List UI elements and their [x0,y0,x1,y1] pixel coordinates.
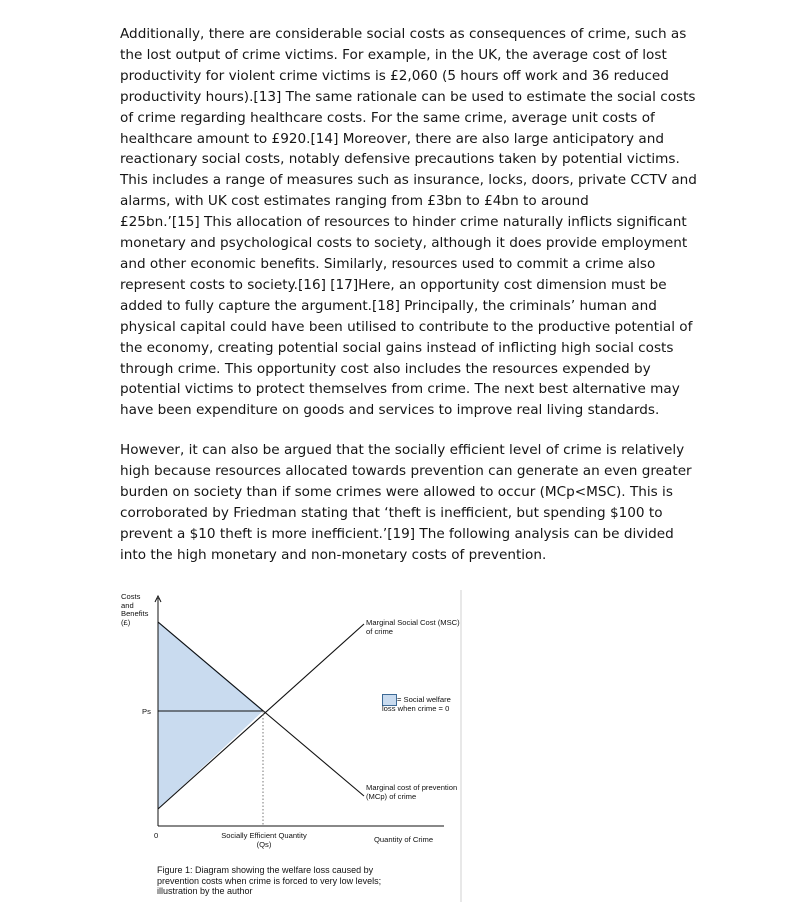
text-line: reactionary social costs, notably defensive precautions taken by potential victims. [120,151,680,168]
paragraph-social-costs [120,24,697,421]
text-line: physical capital could have been utilised to contribute to the productive potential of [120,318,693,335]
text-line: through crime. This opportunity cost also includes the resources expended by [120,360,651,377]
text-line: corroborated by Friedman stating that ‘theft is inefficient, but spending $100 to [120,504,663,521]
price-label: Ps [142,707,151,716]
text-line: alarms, with UK cost estimates ranging from £3bn to £4bn to around [120,193,589,210]
text-line: of crime regarding healthcare costs. For the same crime, average unit costs of [120,109,655,126]
text-line: £25bn.’[15] This allocation of resources to hinder crime naturally inflicts significant [120,214,687,231]
legend-label [382,696,451,713]
quantity-label-line: Socially Efficient Quantity [221,831,307,840]
text-line: potential victims to protect themselves from crime. The next best alternative may [120,381,680,398]
diagram-graphics [112,590,464,902]
msc-label-line: Marginal Social Cost (MSC) [366,618,460,627]
text-line: prevent a $10 theft is more inefficient.’[19] The following analysis can be divided [120,525,674,542]
quantity-label-line: (Qs) [256,839,272,849]
welfare-loss-area [158,622,263,809]
msc-label [366,619,460,636]
text-line: have been expenditure on goods and services to improve real living standards. [120,402,660,419]
y-axis-label-line: Costs [121,592,141,601]
x-axis-label: Quantity of Crime [374,835,434,844]
mcp-label-line: Marginal cost of prevention [366,783,458,792]
text-line: Additionally, there are considerable social costs as consequences of crime, such as [120,26,687,42]
figure-caption [157,865,381,897]
text-line: added to fully capture the argument.[18] Principally, the criminals’ human and [120,297,657,314]
y-axis-label-line: and [121,600,134,610]
text-line: burden on society than if some crimes were allowed to occur (MCp<MSC). This is [120,483,673,500]
caption-line: prevention costs when crime is forced to very low levels; [157,875,382,886]
caption-line: illustration by the author [157,886,253,897]
text-line: represent costs to society.[16] [17]Here, an opportunity cost dimension must be [120,276,667,293]
text-line: productivity for violent crime victims is £2,060 (5 hours off work and 36 reduced [120,67,669,84]
mcp-label-line: (MCp) of crime [366,791,417,801]
text-line: monetary and psychological costs to society, although it does provide employment [120,235,688,252]
text-line: This includes a range of measures such as insurance, locks, doors, private CCTV and [120,172,697,189]
text-line: and other economic benefits. Similarly, resources used to commit a crime also [120,255,656,272]
text-line: the economy, creating potential social gains instead of inflicting high social costs [120,339,674,356]
msc-label-line: of crime [366,626,394,636]
text-line: healthcare amount to £920.[14] Moreover, there are also large anticipatory and [120,130,664,147]
y-axis-label [121,593,148,628]
paragraph-efficient-crime [120,440,692,565]
text-line: high because resources allocated towards prevention can generate an even greater [120,462,692,479]
origin-label: 0 [154,831,159,840]
welfare-loss-diagram [112,590,464,902]
caption-line: Figure 1: Diagram showing the welfare loss caused by [157,865,374,875]
text-line: into the high monetary and non-monetary costs of prevention. [120,546,547,563]
text-line: the lost output of crime victims. For example, in the UK, the average cost of lost [120,46,667,63]
mcp-label [366,784,457,801]
y-axis-label-line: (£) [121,618,131,628]
y-axis-label-line: Benefits [121,609,149,619]
legend-label-line: loss when crime = 0 [382,703,450,713]
text-line: productivity hours).[13] The same rationale can be used to estimate the social costs [120,88,696,105]
text-line: However, it can also be argued that the socially efficient level of crime is relatively [120,442,685,458]
legend-label-line: = Social welfare [397,695,451,704]
quantity-label [216,832,312,849]
